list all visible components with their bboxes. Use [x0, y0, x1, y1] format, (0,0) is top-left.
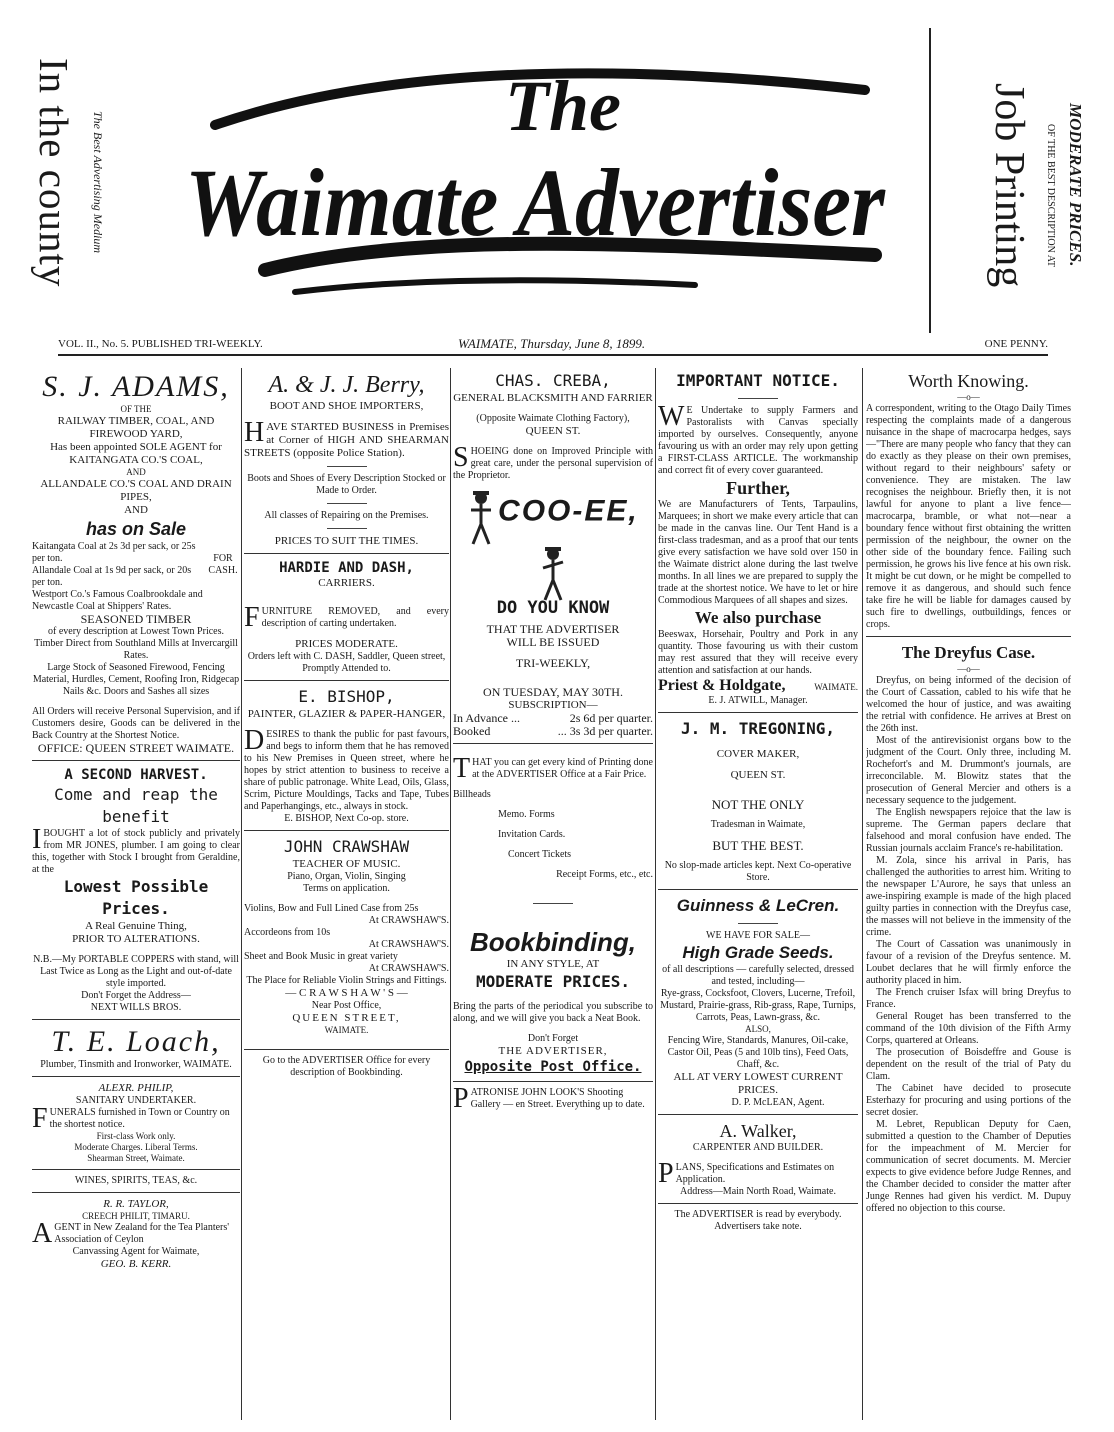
not-the-only: NOT THE ONLY: [711, 797, 805, 812]
bishop-signature: E. BISHOP, Next Co-op. store.: [284, 813, 409, 824]
column-rule: [862, 368, 863, 1420]
adams-seasoned: SEASONED TIMBER: [80, 612, 192, 626]
creba-trade: GENERAL BLACKSMITH AND FARRIER: [453, 392, 653, 404]
column-2: [244, 370, 449, 1420]
tregoning-trade: COVER MAKER,: [716, 748, 800, 760]
high-grade-seeds: High Grade Seeds.: [682, 943, 834, 962]
priest-holdgate: Priest & Holdgate,: [658, 677, 786, 694]
but-the-best: BUT THE BEST.: [712, 838, 804, 853]
column-3: [453, 370, 653, 1420]
dreyfus-paragraph: The French cruiser Isfax will bring Dreyfus to France.: [866, 987, 1071, 1010]
guinness-lecren: Guinness & LeCren.: [676, 896, 840, 915]
crawshaw-shop: — C R A W S H A W ' S —: [285, 987, 408, 999]
crawshaw-place: The Place for Reliable Violin Strings and Fittings.: [246, 975, 447, 986]
column-rule: [450, 368, 451, 1420]
all-at-lowest: ALL AT VERY LOWEST CURRENT PRICES.: [673, 1071, 843, 1096]
berry-trade: BOOT AND SHOE IMPORTERS,: [269, 400, 424, 412]
side-best-description: OF THE BEST DESCRIPTION AT: [1045, 123, 1056, 267]
philip-name: ALEXR. PHILIP,: [98, 1082, 174, 1094]
crawshaw-at-1: At CRAWSHAW'S.: [368, 915, 449, 926]
dreyfus-dash: —o—: [957, 664, 980, 674]
hardie-title: HARDIE AND DASH,: [279, 560, 414, 576]
crawshaw-sheet-music: Sheet and Book Music in great variety: [244, 951, 398, 962]
that-the-advertiser: THAT THE ADVERTISER: [486, 622, 620, 636]
philip-charges: Moderate Charges. Liberal Terms.: [74, 1142, 198, 1152]
moderate-prices: MODERATE PRICES.: [475, 972, 631, 991]
subscription: SUBSCRIPTION—: [508, 699, 598, 711]
dreyfus-paragraph: The Cabinet have decided to prosecute Esterhazy for procuring and using portions of the secret dosier.: [866, 1083, 1071, 1118]
taylor-address: CREECH PHILIT, TIMARU.: [82, 1211, 190, 1221]
read-by-everybody: The ADVERTISER is read by everybody. Advertisers take note.: [674, 1209, 842, 1232]
adams-name: S. J. ADAMS,: [42, 370, 230, 403]
harvest-real: A Real Genuine Thing,: [85, 920, 187, 932]
tregoning-name: J. M. TREGONING,: [680, 719, 836, 738]
hardie-orders: Orders left with C. DASH, Saddler, Queen street, Promptly Attended to.: [247, 651, 446, 674]
masthead-divider: [929, 28, 931, 333]
advance-label: In Advance ...: [453, 711, 520, 725]
seeds-list: Rye-grass, Cocksfoot, Clovers, Lucerne, Trefoil, Mustard, Prairie-grass, Rib-grass, Rape, Turnips, Carrots, Peas, Lawn-grass, &c.: [660, 988, 856, 1023]
column-rule: [655, 368, 656, 1420]
adams-orders: All Orders will receive Personal Supervision, and if Customers desire, Goods can be delivered in the Back Country at the Shortest Notice.: [32, 706, 240, 741]
taylor-name: R. R. TAYLOR,: [103, 1198, 169, 1210]
harvest-subtitle: Come and reap the benefit: [54, 785, 218, 826]
berry-repair: All classes of Repairing on the Premises.: [264, 510, 429, 521]
column-1: [32, 370, 240, 1420]
loach-name: T. E. Loach,: [51, 1025, 221, 1058]
berry-body: HAVE STARTED BUSINESS in Premises at Corner of HIGH AND SHEARMAN STREETS (opposite Police Station).: [244, 417, 449, 459]
crawshaw-trade: TEACHER OF MUSIC.: [292, 858, 401, 870]
philip-first-class: First-class Work only.: [96, 1131, 176, 1141]
dont-forget: Don't Forget: [527, 1033, 579, 1044]
dreyfus-paragraph: Most of the antirevisionist organs bow to the judgment of the Court. Only three, including M. Rochefort's and M. Drummont's journals, are irreconcilable. M. Blowitz states that the prosecution of General Mercier and others is a necessary sequence to the judgement.: [866, 735, 1071, 806]
masthead-title: [175, 30, 895, 320]
priest-town: WAIMATE.: [814, 682, 858, 692]
adams-and-2: AND: [124, 504, 148, 516]
creba-body: SHOEING done on Improved Principle with great care, under the personal supervision of the Proprietor.: [453, 442, 653, 481]
dateline: [58, 336, 1048, 356]
opposite-post-office: Opposite Post Office.: [464, 1059, 642, 1075]
price: ONE PENNY.: [984, 338, 1048, 350]
crawshaw-name: JOHN CRAWSHAW: [283, 837, 410, 856]
seeds-description: of all descriptions — carefully selected, dressed and tested, including—: [662, 964, 854, 987]
purchase-body: Beeswax, Horsehair, Poultry and Pork in any quantity. Those favouring us with their custom may rest assured that they will receive every attention and satisfaction at our hands.: [658, 629, 858, 676]
adams-and: AND: [126, 467, 146, 477]
harvest-lowest: Lowest Possible Prices.: [63, 877, 209, 918]
philip-body: FUNERALS furnished in Town or Country on the shortest notice.: [32, 1103, 230, 1134]
worth-knowing-heading: Worth Knowing.: [908, 371, 1029, 391]
bring-parts: Bring the parts of the periodical you subscribe to along, and we will give you back a Neat Book.: [453, 1001, 653, 1024]
important-notice: IMPORTANT NOTICE.: [676, 371, 840, 390]
hardie-carriers: CARRIERS.: [318, 577, 375, 589]
dreyfus-paragraph: The English newspapers rejoice that the law is supreme. The German papers declare that falsehood and moral confusion have ended. The Russian journals acclaim France's re-habilitation.: [866, 807, 1071, 854]
the-advertiser: THE ADVERTISER,: [498, 1045, 608, 1057]
booked-label: Booked: [453, 724, 491, 738]
invitation-cards: Invitation Cards.: [498, 829, 566, 840]
walker-address: Address—Main North Road, Waimate.: [680, 1186, 836, 1197]
further-body: We are Manufacturers of Tents, Tarpaulins, Marquees; in short we make every article that can be made in the canvas line. Our Tent Hand is a first-class tradesman, and as a proof that our tents give every satisfaction we have sold over 150 in the Waimate district alone during the last twelve months. In all lines we are prepared to supply the trade at the shortest notice. We have to let or hire Commodious Marquees of all shapes and sizes.: [658, 499, 858, 606]
taylor-body: AGENT in New Zealand for the Tea Planters' Association of Ceylon: [32, 1218, 230, 1249]
dreyfus-heading: The Dreyfus Case.: [901, 643, 1036, 662]
no-slop: No slop-made articles kept. Next Co-operative Store.: [664, 860, 852, 883]
patronise-look: PATRONISE JOHN LOOK'S Shooting Gallery — en Street. Everything up to date.: [453, 1083, 645, 1114]
side-slogan-medium: The Best Advertising Medium: [91, 110, 105, 254]
philip-trade: SANITARY UNDERTAKER.: [75, 1095, 197, 1106]
creba-street: QUEEN ST.: [525, 425, 581, 437]
dreyfus-paragraph: The Court of Cassation was unanimously in favour of a revision of the Dreyfus sentence. M. Loubet declares that he will firmly enforce the authority placed in him.: [866, 939, 1071, 986]
minstrel-figure-icon: [467, 490, 495, 546]
dreyfus-paragraph: M. Zola, since his arrival in Paris, has challenged the authorities to arrest him. Writing to the newspaper L'Aurore, he says that unless an awe-inspiring example is made of the high placed guilty parties in connection with the Dreyfus case, the masses will not believe in the immensity of the crime.: [866, 855, 1071, 938]
tradesman-waimate: Tradesman in Waimate,: [710, 819, 806, 830]
berry-name: A. & J. J. Berry,: [268, 372, 425, 398]
crawshaw-town: WAIMATE.: [324, 1025, 369, 1035]
issue-date: WAIMATE, Thursday, June 8, 1899.: [458, 336, 646, 351]
dreyfus-paragraph: M. Lebret, Republican Deputy for Caen, submitted a question to the Chamber of Deputies for the impeachment of M. Mercier for communication of secret documents. M. Mercier expects to give evidence before Judge Rennes, and the Chamber decided to consider the matter after Junge Rennes had given his verdict. M. Dupuy offered no objection to this course.: [866, 1119, 1071, 1214]
column-rule: [241, 368, 242, 1420]
hardie-body: FURNITURE REMOVED, and every description of carting undertaken.: [244, 602, 449, 633]
harvest-prior: PRIOR TO ALTERATIONS.: [72, 933, 200, 945]
tregoning-street: QUEEN ST.: [730, 769, 786, 781]
worth-dash: —o—: [957, 392, 980, 402]
crawshaw-street: QUEEN STREET,: [292, 1012, 401, 1024]
printing-body: THAT you can get every kind of Printing done at the ADVERTISER Office at a Fair Price.: [453, 753, 653, 784]
bookbinding-heading: Bookbinding,: [469, 927, 637, 957]
column-4: [658, 370, 858, 1420]
adams-kaitangata: Kaitangata Coal at 2s 3d per sack, or 25s per ton.: [32, 541, 196, 564]
dreyfus-paragraph: General Rouget has been transferred to the command of the 10th division of the Fifth Army Corps, quartered at Orleans.: [866, 1011, 1071, 1046]
loach-trade: Plumber, Tinsmith and Ironworker, WAIMATE.: [40, 1059, 232, 1070]
crawshaw-accordeons: Accordeons from 10s: [244, 927, 331, 938]
mclean-agent: D. P. McLEAN, Agent.: [731, 1097, 825, 1108]
volume-info: VOL. II., No. 5. PUBLISHED TRI-WEEKLY.: [58, 338, 263, 350]
priest-manager: E. J. ATWILL, Manager.: [708, 695, 808, 706]
bishop-body: DESIRES to thank the public for past favours, and begs to inform them that he has removed to his New Premises in Queen street, where he hopes by strict attention to business to receive a share of public patronage. White Lead, Oils, Glass, Scrim, Picture Mouldings, Tacks and Tape, Tubes and Paperhangings, etc., always in stock.: [244, 725, 449, 812]
philip-address: Shearman Street, Waimate.: [87, 1153, 185, 1163]
adams-yard: RAILWAY TIMBER, COAL, AND FIREWOOD YARD,: [57, 415, 215, 440]
any-style: IN ANY STYLE, AT: [506, 958, 600, 970]
further-heading: Further,: [726, 478, 790, 498]
crawshaw-terms: Terms on application.: [303, 883, 390, 894]
masthead-title-the: The: [505, 66, 621, 146]
taylor-kerr: GEO. B. KERR.: [100, 1258, 172, 1270]
berry-prices: PRICES TO SUIT THE TIMES.: [274, 535, 419, 547]
billheads: Billheads: [453, 789, 491, 800]
worth-knowing-body: A correspondent, writing to the Otago Daily Times respecting the complaints made of a dangerous nuisance in the shape of macrocarpa hedges, says—"There are many people who fancy that they can do exactly as they please on their own premises, without regard to their neighbours' safety or convenience. They are mistaken. The law recognises the neighbour. Briefly then, it is not lawful for anyone to plant a live fence—macrocarpa, bramble, or what not—near a boundary fence without first obtaining the written permission of the neighbour, the owner on the other side of the boundary fence. Failing such permission, he grows his live fence at his own risk. It might be cut down, or he might be compelled to remove it as dangerous, and should such fence take fire he will be liable for damages caused by such fire to dwellings, outbuildings, fences or crops.: [866, 403, 1071, 630]
harvest-body: IBOUGHT a lot of stock publicly and privately from MR JONES, plumber. I am going to clear this, together with Stock I brought from Geraldine, at the: [32, 824, 240, 875]
bishop-trade: PAINTER, GLAZIER & PAPER-HANGER,: [247, 708, 446, 720]
walker-body: PLANS, Specifications and Estimates on Application.: [658, 1158, 835, 1189]
wines-heading: WINES, SPIRITS, TEAS, &c.: [74, 1175, 198, 1186]
hardie-prices: PRICES MODERATE.: [295, 638, 398, 650]
do-you-know: DO YOU KNOW: [496, 598, 610, 618]
adams-allandale-price: Allandale Coal at 1s 9d per sack, or 20s per ton.: [32, 565, 192, 588]
crawshaw-near: Near Post Office,: [311, 1000, 382, 1011]
bishop-name: E. BISHOP,: [298, 687, 395, 706]
adams-westport: Westport Co.'s Famous Coalbrookdale and Newcastle Coal at Shippers' Rates.: [32, 589, 203, 612]
we-have-for-sale: WE HAVE FOR SALE—: [706, 930, 810, 941]
cooee-block: [453, 490, 653, 602]
on-tuesday: ON TUESDAY, MAY 30TH.: [483, 685, 623, 699]
side-slogan-county: In the county: [31, 57, 77, 288]
side-job-printing: Job Printing: [986, 82, 1032, 288]
creba-opposite: (Opposite Waimate Clothing Factory),: [476, 413, 630, 424]
harvest-nb: N.B.—My PORTABLE COPPERS with stand, will Last Twice as Long as the Light and out-of-date style imported.: [33, 954, 239, 989]
taylor-canvassing: Canvassing Agent for Waimate,: [72, 1246, 200, 1257]
receipt-forms: Receipt Forms, etc., etc.: [556, 869, 653, 880]
adams-every: of every description at Lowest Town Prices.: [47, 626, 224, 637]
crawshaw-at-2: At CRAWSHAW'S.: [368, 939, 449, 950]
adams-for-cash: FOR CASH.: [208, 553, 238, 576]
fencing-wire: Fencing Wire, Standards, Manures, Oil-cake, Castor Oil, Peas (5 and 10lb tins), Feed Oats, Chaff, &c.: [667, 1035, 849, 1070]
bookbinding-note: Go to the ADVERTISER Office for every description of Bookbinding.: [262, 1055, 431, 1078]
concert-tickets: Concert Tickets: [508, 849, 572, 860]
important-body: WE Undertake to supply Farmers and Pastoralists with Canvas specially imported by ourselves. Consequently, anyone favouring us with an order may rely upon getting a FIRST-CLASS ARTICLE. The workmanship and correct fit of every cover guaranteed.: [658, 401, 858, 476]
purchase-heading: We also purchase: [694, 608, 822, 627]
column-5: [866, 370, 1071, 1420]
tri-weekly: TRI-WEEKLY,: [515, 656, 591, 670]
adams-appointed: Has been appointed SOLE AGENT for KAITANGATA CO.'S COAL,: [50, 441, 222, 466]
cooee-heading: COO-EE,: [498, 494, 639, 528]
adams-large-stock: Large Stock of Seasoned Firewood, Fencing Material, Hurdles, Cement, Roofing Iron, Ridgecap Nails &c. Doors and Sashes all sizes: [32, 662, 240, 697]
adams-of: OF THE: [120, 404, 152, 414]
adams-sale: has on Sale: [85, 519, 187, 539]
will-be-issued: WILL BE ISSUED: [506, 635, 600, 649]
crawshaw-violins: Violins, Bow and Full Lined Case from 25s: [244, 903, 419, 914]
berry-boots: Boots and Shoes of Every Description Stocked or Made to Order.: [247, 473, 446, 496]
harvest-dont-forget: Don't Forget the Address—: [81, 990, 191, 1001]
adams-southland: Timber Direct from Southland Mills at Invercargill Rates.: [34, 638, 238, 661]
adams-office: OFFICE: QUEEN STREET WAIMATE.: [37, 741, 235, 755]
crawshaw-at-3: At CRAWSHAW'S.: [368, 963, 449, 974]
dreyfus-paragraph: The prosecution of Boisdeffre and Gouse is dependent on the result of the trial of Paty du Clam.: [866, 1047, 1071, 1082]
dreyfus-paragraph: Dreyfus, on being informed of the decision of the Court of Cassation, cabled to his wife that he welcomed the hour of justice, and was awaiting the retrial with confidence. He arrives at Brest on the 26th inst.: [866, 675, 1071, 734]
crawshaw-instruments: Piano, Organ, Violin, Singing: [287, 871, 406, 882]
booked-price: ... 3s 3d per quarter.: [557, 724, 653, 738]
harvest-next: NEXT WILLS BROS.: [90, 1002, 182, 1013]
side-moderate-prices: MODERATE PRICES.: [1066, 103, 1085, 267]
walker-trade: CARPENTER AND BUILDER.: [692, 1142, 824, 1153]
advance-price: 2s 6d per quarter.: [569, 711, 653, 725]
also: ALSO,: [745, 1024, 771, 1034]
creba-name: CHAS. CREBA,: [495, 371, 611, 390]
minstrel-figure-icon: [539, 546, 567, 602]
harvest-title: A SECOND HARVEST.: [64, 767, 208, 783]
adams-allandale: ALLANDALE CO.'S COAL AND DRAIN PIPES,: [40, 478, 232, 503]
walker-name: A. Walker,: [719, 1121, 797, 1141]
masthead-title-main: Waimate Advertiser: [185, 149, 887, 256]
memo-forms: Memo. Forms: [498, 809, 555, 820]
